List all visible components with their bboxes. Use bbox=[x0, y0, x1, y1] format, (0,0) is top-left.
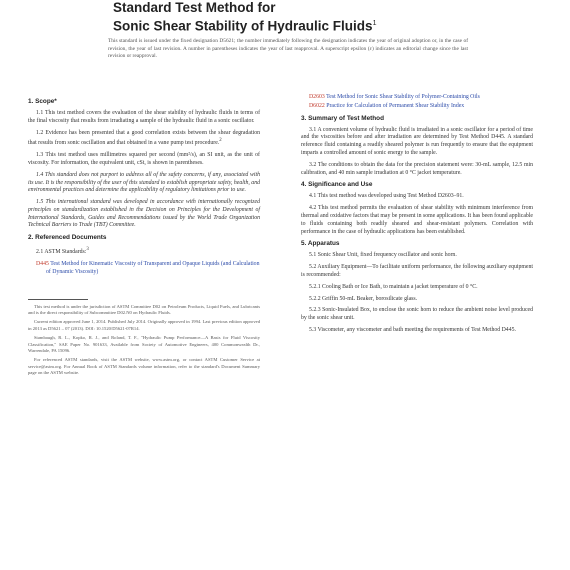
paragraph-5-1: 5.1 Sonic Shear Unit, fixed frequency oscillator and sonic horn. bbox=[309, 252, 457, 259]
document-title bbox=[113, 0, 473, 35]
paragraph-2-1-text: 2.1 ASTM Standards: bbox=[36, 249, 87, 256]
section-heading-apparatus: 5. Apparatus bbox=[301, 240, 340, 248]
title-line-2 bbox=[113, 16, 473, 35]
paragraph-2-1 bbox=[28, 246, 260, 257]
right-column bbox=[301, 94, 533, 339]
reference-d2603-code[interactable]: D2603 bbox=[309, 94, 325, 100]
footnote-mark-3: 3 bbox=[86, 247, 89, 253]
reference-d445[interactable] bbox=[36, 261, 260, 277]
paragraph-1-5: 1.5 This international standard was developed in accordance with internationally recognized principles on standardization established in the Decision on Principles for the Development of International Standards, Guides and Recommendations issued by the World Trade Organization Technical Barriers to Trade (TBT) Committee. bbox=[28, 199, 260, 229]
designation-notice: This standard is issued under the fixed designation D5621; the number immediately following the designation indicates the year of original adoption or, in the case of revision, the year of last revision. A number in parentheses indicates the year of last reapproval. A superscript epsilon (ε) indicates an editorial change since the last revision or reapproval. bbox=[108, 38, 468, 59]
paragraph-1-2-text: 1.2 Evidence has been presented that a good correlation exists between the shear degradation that results from sonic oscillation and that obtained in a vane pump test procedure. bbox=[28, 129, 260, 147]
paragraph-3-2: 3.2 The conditions to obtain the data for the precision statement were: 30-mL sample, 12.5 min calibration, and 40 min sample irradiation at 0 °C jacket temperature. bbox=[301, 161, 533, 176]
footnote-1: This test method is under the jurisdiction of ASTM Committee D02 on Petroleum Products, Liquid Fuels, and Lubricants and is the direct responsibility of Subcommittee D02.N0 on Hydraulic Fluids. bbox=[28, 303, 260, 315]
footnote-2: Stambaugh, R. L., Kopko, R. J., and Roland, T. F., "Hydraulic Pump Performance—A Basis for Fluid Viscosity Classification," SAE Paper No. 901633, Available from Society of Automotive Engineers, 400 Commonwealth Dr., Warrendale, PA 15096. bbox=[28, 335, 260, 354]
section-heading-summary: 3. Summary of Test Method bbox=[301, 114, 384, 122]
reference-d6022-title[interactable]: Practice for Calculation of Permanent Shear Stability Index bbox=[324, 102, 465, 109]
paragraph-5-2-1: 5.2.1 Cooling Bath or Ice Bath, to maintain a jacket temperature of 0 °C. bbox=[309, 283, 478, 290]
footnote-1-edition: Current edition approved June 1, 2014. Published July 2014. Originally approved in 1994. Last previous edition approved in 2013 as D5621 – 07 (2013). DOI: 10.1520/D5621-07R14. bbox=[28, 319, 260, 331]
title-line-2-text: Sonic Shear Stability of Hydraulic Fluids bbox=[113, 18, 373, 34]
reference-d6022[interactable] bbox=[309, 103, 533, 111]
paragraph-5-2: 5.2 Auxiliary Equipment—To facilitate uniform performance, the following auxiliary equipment is recommended: bbox=[301, 264, 533, 278]
paragraph-5-2-2: 5.2.2 Griffin 50-mL Beaker, borosilicate glass. bbox=[309, 295, 418, 302]
footnote-divider bbox=[28, 299, 88, 300]
section-heading-scope: 1. Scope* bbox=[28, 98, 57, 105]
paragraph-1-3: 1.3 This test method uses millimetres squared per second (mm²/s), an SI unit, as the unit of viscosity. For information, the equivalent unit, cSt, is shown in parentheses. bbox=[28, 152, 260, 166]
paragraph-1-1: 1.1 This test method covers the evaluation of the shear stability of hydraulic fluids in terms of the final viscosity that results from irradiating a sample of the hydraulic fluid in a sonic oscillator. bbox=[28, 110, 260, 124]
paragraph-5-3: 5.3 Viscometer, any viscometer and bath meeting the requirements of Test Method D445. bbox=[309, 326, 516, 333]
reference-d445-title[interactable]: Test Method for Kinematic Viscosity of Transparent and Opaque Liquids (and Calculation of Dynamic Viscosity) bbox=[46, 261, 260, 275]
paragraph-1-2 bbox=[28, 130, 260, 149]
reference-d6022-code[interactable]: D6022 bbox=[309, 102, 325, 109]
paragraph-5-2-3: 5.2.3 Sonic-Insulated Box, to enclose the sonic horn to reduce the ambient noise level produced by the sonic shear unit. bbox=[301, 307, 533, 322]
paragraph-1-4: 1.4 This standard does not purport to address all of the safety concerns, if any, associated with its use. It is the responsibility of the user of this standard to establish appropriate safety, health, and environmental practices and determine the applicability of regulatory limitations prior to use. bbox=[28, 171, 260, 194]
title-line-1: Standard Test Method for bbox=[113, 0, 276, 15]
reference-d2603[interactable] bbox=[309, 94, 533, 102]
paragraph-3-1: 3.1 A convenient volume of hydraulic fluid is irradiated in a sonic oscillator for a period of time and the viscosities before and after irradiation are determined by Test Method D445. A standard reference fluid containing a readily sheared polymer is run frequently to ensure that the equipment imparts a controlled amount of sonic energy to the sample. bbox=[301, 126, 533, 156]
left-column bbox=[28, 94, 260, 380]
section-heading-referenced-documents: 2. Referenced Documents bbox=[28, 234, 107, 242]
footnote-mark-2: 2 bbox=[219, 138, 222, 144]
paragraph-4-1: 4.1 This test method was developed using Test Method D2603–91. bbox=[309, 193, 464, 200]
reference-d445-code[interactable]: D445 bbox=[36, 261, 49, 267]
section-heading-significance: 4. Significance and Use bbox=[301, 181, 373, 189]
footnote-3: For referenced ASTM standards, visit the ASTM website, www.astm.org, or contact ASTM Customer Service at service@astm.org. For Annual Book of ASTM Standards volume information, refer to the standard's Document Summary page on the ASTM website. bbox=[28, 357, 260, 376]
title-footnote-mark: 1 bbox=[372, 20, 377, 27]
reference-d2603-title[interactable]: Test Method for Sonic Shear Stability of Polymer-Containing Oils bbox=[324, 94, 480, 100]
paragraph-4-2: 4.2 This test method permits the evaluation of shear stability with minimum interference from thermal and oxidative factors that may be present in some applications. It has been found applicable to fluids containing both readily sheared and shear-resistant polymers. Correlation with performance in the case of hydraulic applications has been established. bbox=[301, 205, 533, 235]
